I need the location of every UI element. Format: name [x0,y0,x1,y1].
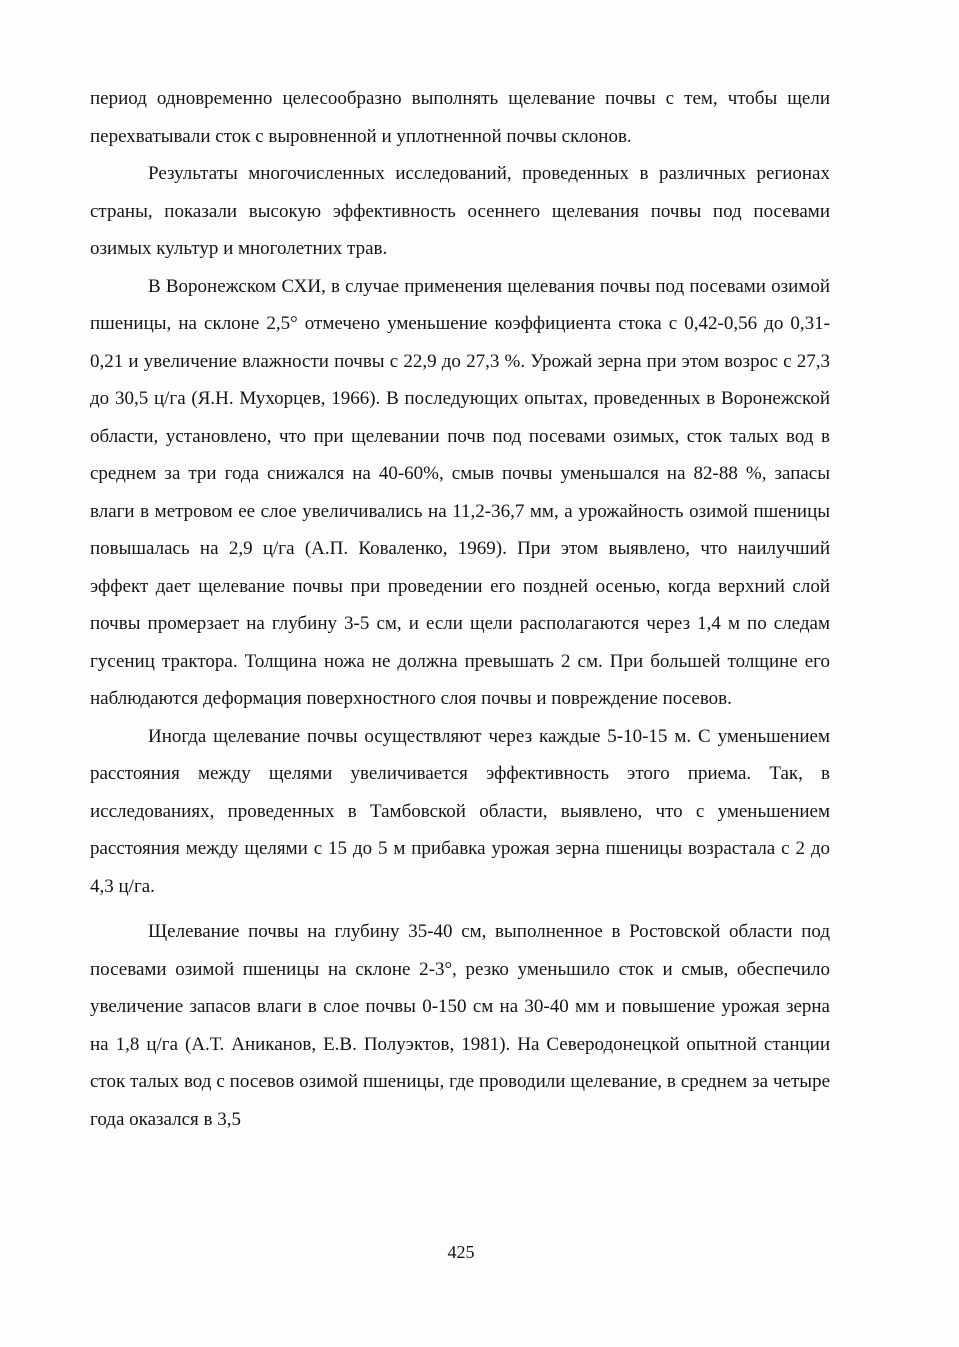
paragraph-5: Щелевание почвы на глубину 35-40 см, выполненное в Ростовской области под посевами озимой пшеницы на склоне 2-3°, резко уменьшило сток и смыв, обеспечило увеличение запасов влаги в слое почвы 0-150 см на 30-40 мм и повышение урожая зерна на 1,8 ц/га (А.Т. Аниканов, Е.В. Полуэктов, 1981). На Северодонецкой опытной станции сток талых вод с посевов озимой пшеницы, где проводили щелевание, в среднем за четыре года оказался в 3,5 [90,921,830,1130]
paragraph-2: Результаты многочисленных исследований, проведенных в различных регионах страны, показали высокую эффективность осеннего щелевания почвы под посевами озимых культур и многолетних трав. [90,163,830,259]
paragraph-3: В Воронежском СХИ, в случае применения щелевания почвы под посевами озимой пшеницы, на склоне 2,5° отмечено уменьшение коэффициента стока с 0,42-0,56 до 0,31-0,21 и увеличение влажности почвы с 22,9 до 27,3 %. Урожай зерна при этом возрос с 27,3 до 30,5 ц/га (Я.Н. Мухорцев, 1966). В последующих опытах, проведенных в Воронежской области, установлено, что при щелевании почв под посевами озимых, сток талых вод в среднем за три года снижался на 40-60%, смыв почвы уменьшался на 82-88 %, запасы влаги в метровом ее слое увеличивались на 11,2-36,7 мм, а урожайность озимой пшеницы повышалась на 2,9 ц/га (А.П. Коваленко, 1969). При этом выявлено, что наилучший эффект дает щелевание почвы при проведении его поздней осенью, когда верхний слой почвы промерзает на глубину 3-5 см, и если щели располагаются через 1,4 м по следам гусениц трактора. Толщина ножа не должна превышать 2 см. При большей толщине его наблюдаются деформация поверхностного слоя почвы и повреждение посевов. [90,275,830,709]
page-number: 425 [447,1242,475,1262]
paragraph-1: период одновременно целесообразно выполнять щелевание почвы с тем, чтобы щели перехватывали сток с выровненной и уплотненной почвы склонов. [90,88,830,147]
body-text [90,80,830,1138]
paragraph-4: Иногда щелевание почвы осуществляют через каждые 5-10-15 м. С уменьшением расстояния между щелями увеличивается эффективность этого приема. Так, в исследованиях, проведенных в Тамбовской области, выявлено, что с уменьшением расстояния между щелями с 15 до 5 м прибавка урожая зерна пшеницы возрастала с 2 до 4,3 ц/га. [90,725,830,897]
